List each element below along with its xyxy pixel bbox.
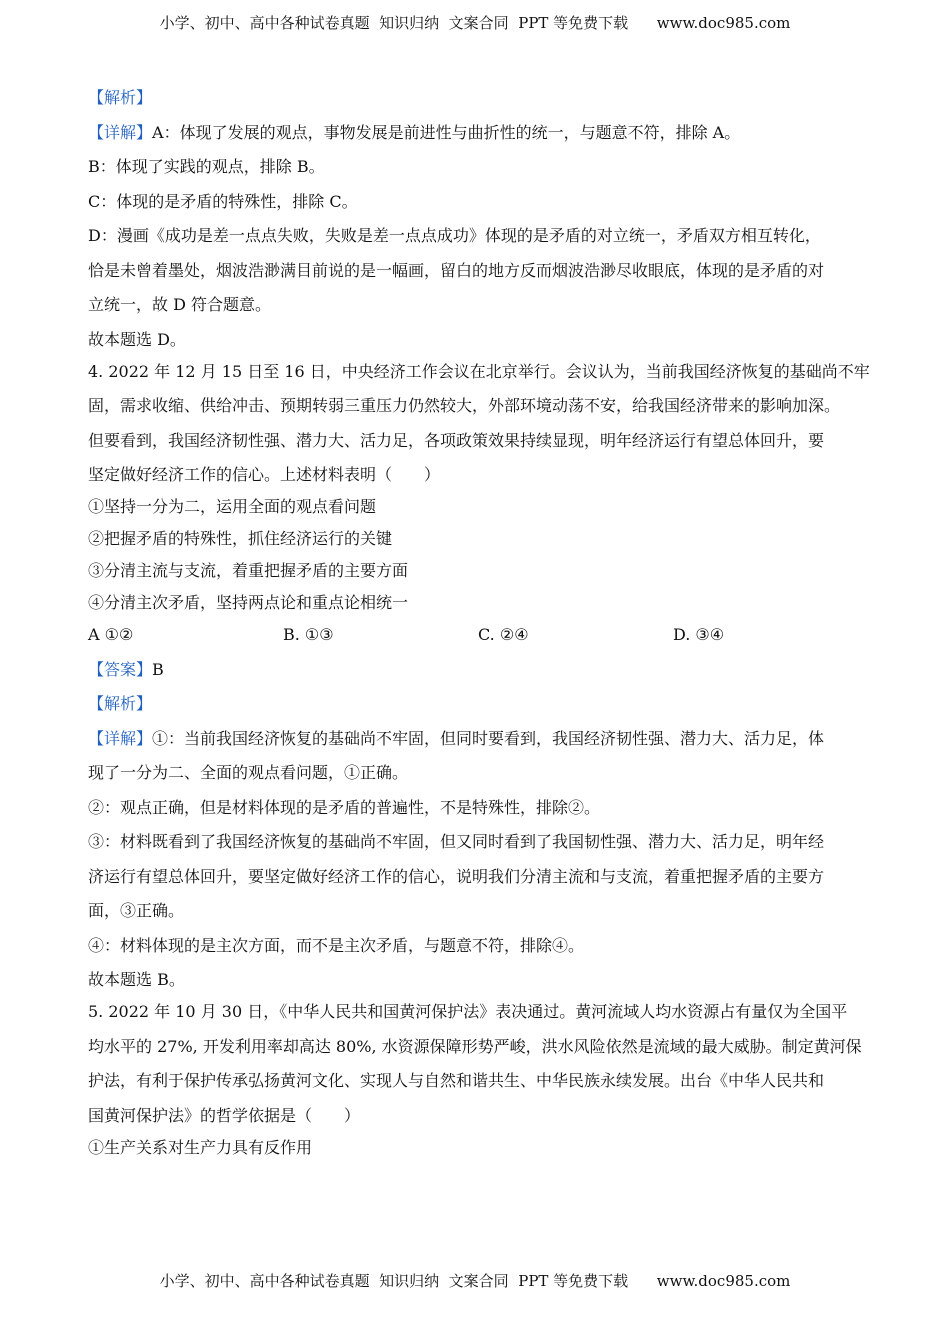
q5-item-1: ①生产关系对生产力具有反作用	[88, 1137, 313, 1157]
q4-option-a: A ①②	[88, 625, 134, 644]
q5-stem-line2: 均水平的 27%, 开发利用率却高达 80%, 水资源保障形势严峻，洪水风险依然是流域的最大威胁。制定黄河保	[88, 1036, 862, 1056]
q4-detail-3a: ③：材料既看到了我国经济恢复的基础尚不牢固，但又同时看到了我国韧性强、潜力大、活力足，明年经	[88, 832, 825, 851]
q3-detail-d-line1: D：漫画《成功是差一点点失败，失败是差一点点成功》体现的是矛盾的对立统一，矛盾双方相互转化，	[88, 226, 821, 245]
q4-item-2: ②把握矛盾的特殊性，抓住经济运行的关键	[88, 529, 393, 548]
q5-stem-line4: 国黄河保护法》的哲学依据是（ ）	[88, 1105, 361, 1125]
q4-stem-line1: 4. 2022 年 12 月 15 日至 16 日，中央经济工作会议在北京举行。会议认为，当前我国经济恢复的基础尚不牢	[88, 361, 870, 381]
q5-stem-line3: 护法，有利于保护传承弘扬黄河文化、实现人与自然和谐共生、中华民族永续发展。出台《中华人民共和	[88, 1071, 825, 1090]
q4-option-c: C. ②④	[478, 625, 529, 644]
q4-stem-line4: 坚定做好经济工作的信心。上述材料表明（ ）	[88, 465, 441, 484]
q4-option-d: D. ③④	[673, 625, 725, 644]
q3-detail-c: C：体现的是矛盾的特殊性，排除 C。	[88, 191, 358, 211]
q4-answer: 【答案】B	[88, 659, 164, 679]
q3-analysis-label: 【解析】	[88, 88, 153, 107]
q4-detail-1a: 【详解】①：当前我国经济恢复的基础尚不牢固，但同时要看到，我国经济韧性强、潜力大、活力足，体	[88, 728, 825, 748]
q3-detail-d-line3: 立统一，故 D 符合题意。	[88, 295, 272, 314]
q4-option-b: B. ①③	[283, 625, 334, 644]
q3-detail-d-line2: 恰是未曾着墨处，烟波浩渺满目前说的是一幅画，留白的地方反而烟波浩渺尽收眼底，体现的是矛盾的对	[88, 260, 825, 280]
q4-detail-2: ②：观点正确，但是材料体现的是矛盾的普遍性，不是特殊性，排除②。	[88, 797, 601, 817]
q4-detail-4: ④：材料体现的是主次方面，而不是主次矛盾，与题意不符，排除④。	[88, 935, 585, 955]
q3-conclusion: 故本题选 D。	[88, 329, 186, 349]
q4-conclusion: 故本题选 B。	[88, 970, 185, 989]
q4-item-1: ①坚持一分为二，运用全面的观点看问题	[88, 497, 377, 516]
q4-options	[88, 625, 873, 645]
q4-analysis-label: 【解析】	[88, 694, 153, 713]
q4-detail-3b: 济运行有望总体回升，要坚定做好经济工作的信心，说明我们分清主流和与支流，着重把握矛盾的主要方	[88, 866, 825, 886]
q4-stem-line2: 固，需求收缩、供给冲击、预期转弱三重压力仍然较大，外部环境动荡不安，给我国经济带来的影响加深。	[88, 396, 841, 415]
q4-item-3: ③分清主流与支流，着重把握矛盾的主要方面	[88, 561, 409, 580]
q3-detail-b: B：体现了实践的观点，排除 B。	[88, 157, 325, 176]
q4-item-4: ④分清主次矛盾，坚持两点论和重点论相统一	[88, 593, 409, 612]
page-footer: 小学、初中、高中各种试卷真题 知识归纳 文案合同 PPT 等免费下载 www.doc985.com	[159, 1272, 791, 1290]
q4-detail-1b: 现了一分为二、全面的观点看问题，①正确。	[88, 763, 409, 782]
q5-stem-line1: 5. 2022 年 10 月 30 日，《中华人民共和国黄河保护法》表决通过。黄河流域人均水资源占有量仅为全国平	[88, 1002, 848, 1021]
q4-detail-label: 【详解】	[88, 728, 153, 748]
q4-stem-line3: 但要看到，我国经济韧性强、潜力大、活力足，各项政策效果持续显现，明年经济运行有望总体回升，要	[88, 430, 825, 450]
q4-answer-label: 【答案】	[88, 659, 153, 679]
page-header: 小学、初中、高中各种试卷真题 知识归纳 文案合同 PPT 等免费下载 www.doc985.com	[159, 14, 791, 32]
document-body	[88, 88, 873, 1172]
q4-detail-3c: 面，③正确。	[88, 901, 185, 920]
q3-detail-a: 【详解】A：体现了发展的观点，事物发展是前进性与曲折性的统一，与题意不符，排除 A。	[88, 122, 741, 142]
q3-detail-label: 【详解】	[88, 122, 153, 142]
